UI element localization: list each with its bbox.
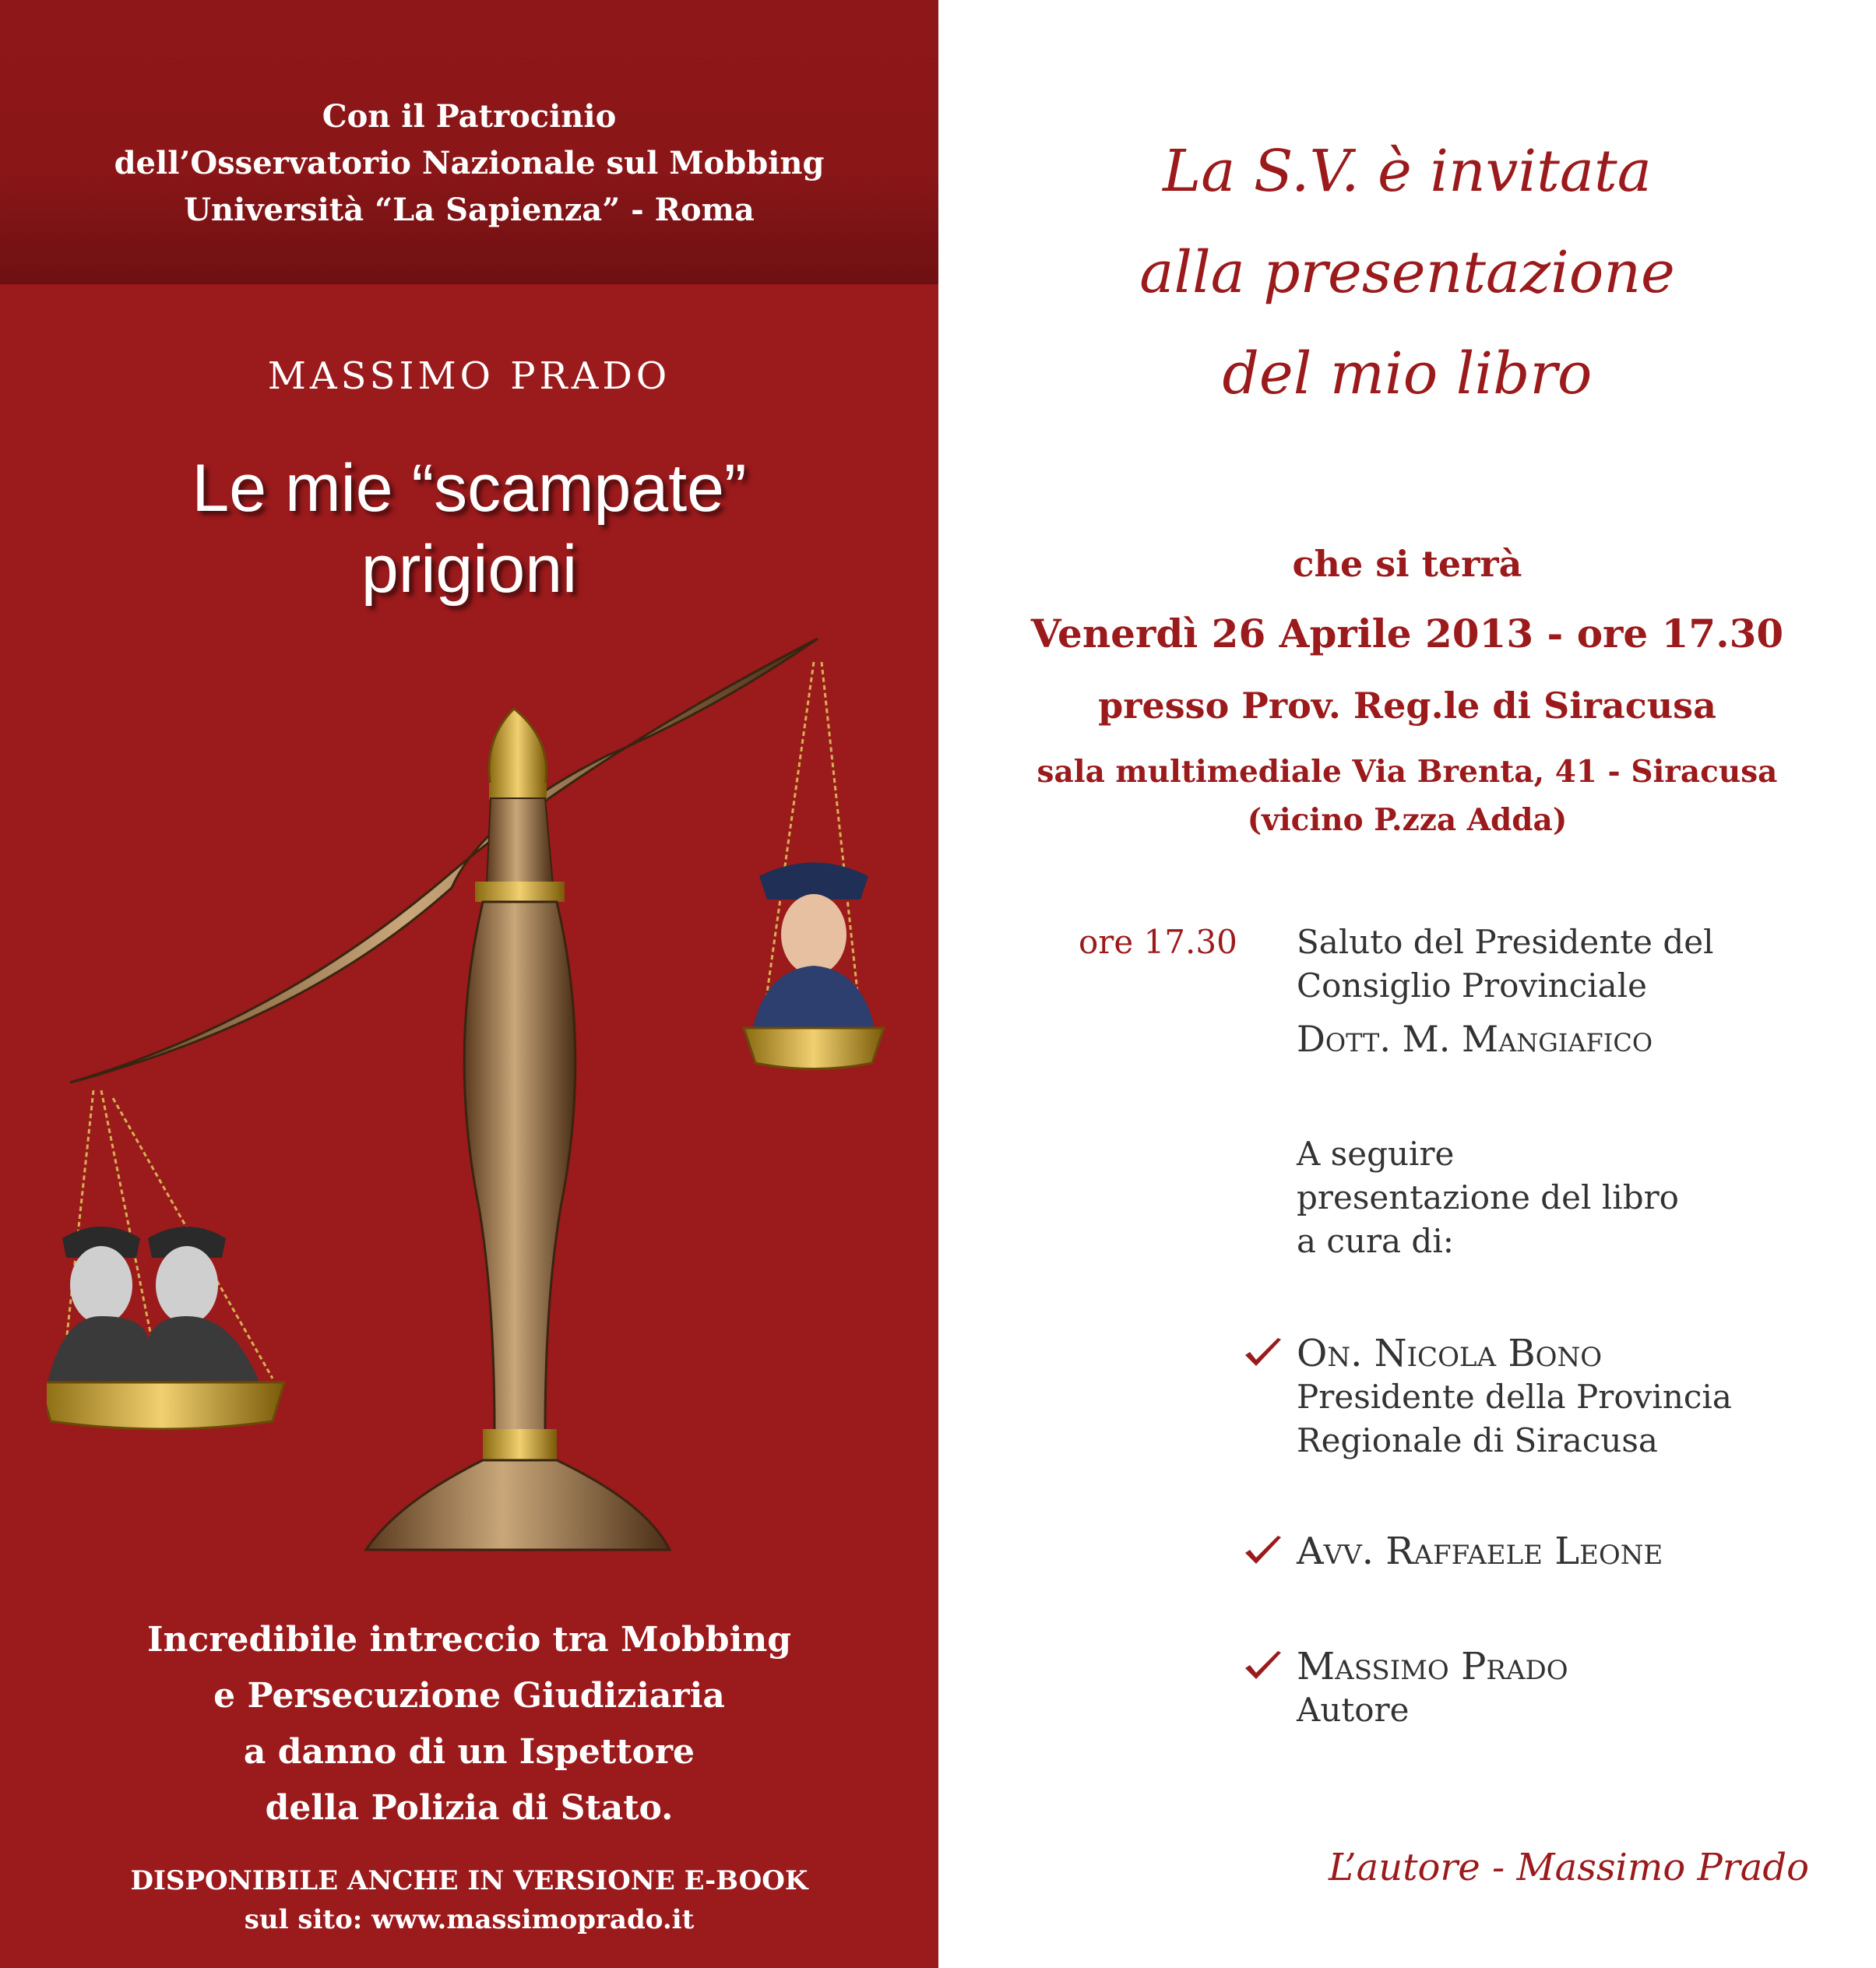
schedule-time: ore 17.30: [1079, 923, 1237, 961]
greeting-line: Saluto del Presidente del: [1297, 923, 1714, 961]
scale-collar-top: [489, 783, 547, 800]
patronage-line: dell’Osservatorio Nazionale sul Mobbing: [114, 145, 825, 181]
two-men-figures: [47, 1227, 261, 1386]
right-pan: [744, 1028, 884, 1069]
event-landmark: (vicino P.zza Adda): [1247, 802, 1568, 838]
greeting-line: Consiglio Provinciale: [1297, 966, 1647, 1005]
scale-beam: [70, 639, 818, 1083]
book-title-line: Le mie “scampate”: [192, 451, 747, 526]
book-title-line: prigioni: [361, 532, 578, 607]
event-venue: presso Prov. Reg.le di Siracusa: [1098, 685, 1716, 727]
speaker-role: Presidente della Provincia: [1297, 1378, 1732, 1416]
tagline-line: e Persecuzione Giudiziaria: [213, 1676, 725, 1716]
speaker-name: Massimo Prado: [1297, 1645, 1568, 1688]
follow-line: A seguire: [1297, 1135, 1455, 1173]
patronage-line: Università “La Sapienza” - Roma: [184, 192, 755, 228]
scale-finial: [489, 709, 547, 787]
scale-column: [464, 902, 575, 1433]
event-intro: che si terrà: [1292, 543, 1522, 585]
invitation-heading: [938, 121, 1876, 424]
greeting-person: Dott. M. Mangiafico: [1297, 1018, 1653, 1060]
follow-line: presentazione del libro: [1297, 1178, 1679, 1216]
speaker-name: On. Nicola Bono: [1297, 1332, 1603, 1375]
scale-collar-base: [483, 1429, 557, 1462]
program-block: [1297, 921, 1873, 1263]
author-signature: L’autore - Massimo Prado: [1329, 1846, 1809, 1889]
event-address: sala multimediale Via Brenta, 41 - Siracusa: [1037, 754, 1778, 790]
checkmark-icon: [1242, 1336, 1284, 1371]
tagline-line: Incredibile intreccio tra Mobbing: [146, 1620, 792, 1660]
tagline-line: della Polizia di Stato.: [265, 1788, 674, 1828]
ebook-note: DISPONIBILE ANCHE IN VERSIONE E-BOOK: [130, 1865, 808, 1896]
event-details: [938, 530, 1876, 843]
scale-upper-post: [487, 798, 553, 884]
scale-collar-mid: [475, 882, 565, 902]
website-note: sul sito: www.massimoprado.it: [244, 1904, 695, 1935]
patronage-text: [0, 93, 938, 234]
policeman-figure: [751, 863, 876, 1037]
checkmark-icon: [1242, 1649, 1284, 1684]
justice-scale-illustration: [47, 615, 903, 1573]
invitation-line: La S.V. è invitata: [1163, 138, 1652, 205]
speaker-role: Regionale di Siracusa: [1297, 1421, 1658, 1459]
invitation-line: del mio libro: [1222, 340, 1593, 407]
follow-line: a cura di:: [1297, 1222, 1454, 1260]
book-title: [0, 448, 938, 610]
invitation-line: alla presentazione: [1139, 239, 1675, 306]
book-tagline: [0, 1612, 938, 1836]
speaker-name: Avv. Raffaele Leone: [1297, 1530, 1663, 1573]
speaker-role: Autore: [1297, 1691, 1410, 1729]
patronage-line: Con il Patrocinio: [322, 98, 617, 135]
ebook-availability: [0, 1861, 938, 1939]
event-date: Venerdì 26 Aprile 2013 - ore 17.30: [1030, 611, 1784, 657]
left-pan: [47, 1382, 284, 1429]
checkmark-icon: [1242, 1534, 1284, 1568]
tagline-line: a danno di un Ispettore: [243, 1732, 695, 1772]
invitation-panel: [938, 0, 1876, 1968]
scale-base: [366, 1460, 670, 1550]
book-author: MASSIMO PRADO: [267, 354, 671, 398]
